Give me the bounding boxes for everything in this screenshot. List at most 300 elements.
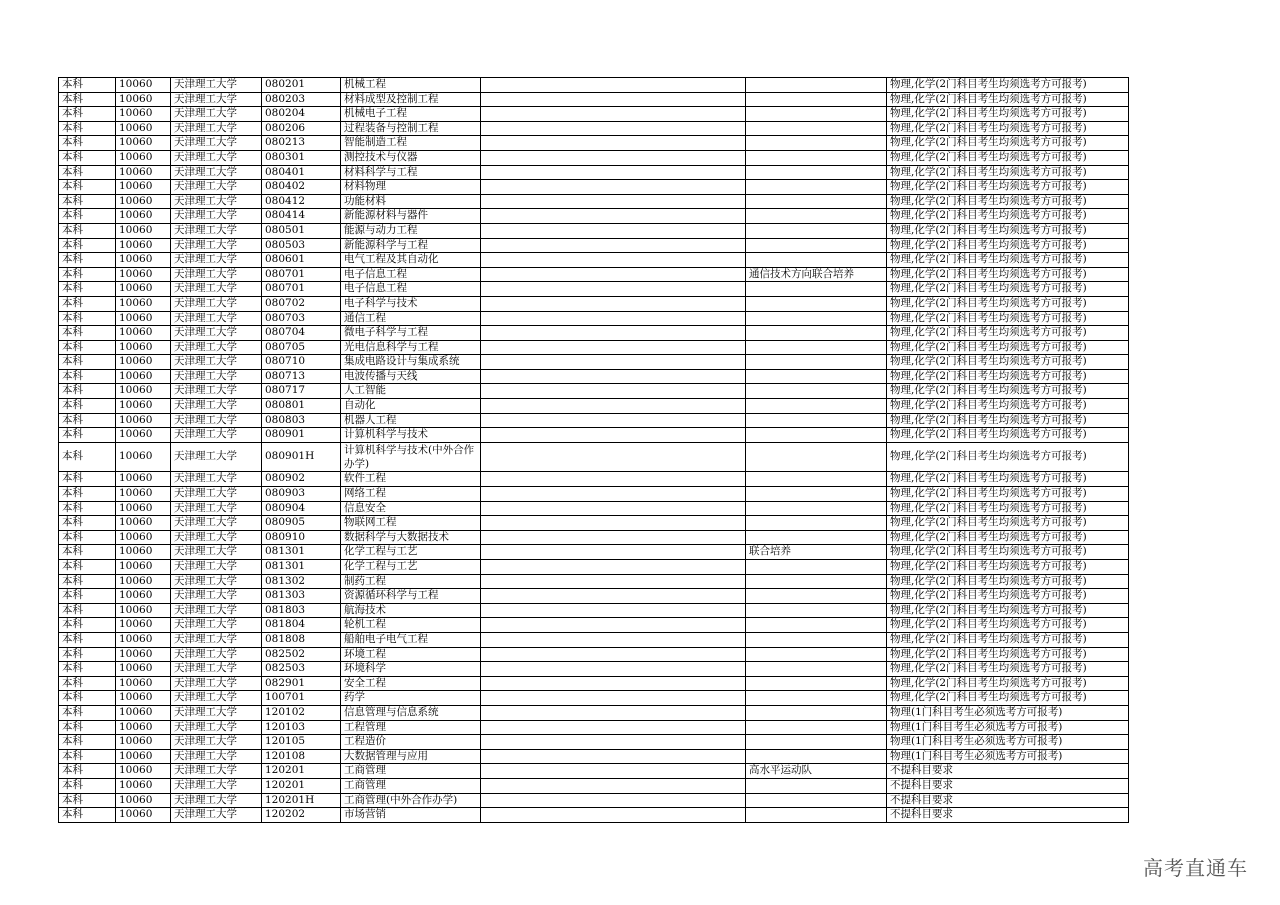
major-name-cell: 光电信息科学与工程: [341, 340, 481, 355]
level-cell: 本科: [59, 603, 116, 618]
level-cell: 本科: [59, 107, 116, 122]
major-code-cell: 080206: [262, 121, 341, 136]
level-cell: 本科: [59, 516, 116, 531]
school-name-cell: 天津理工大学: [171, 282, 262, 297]
major-name-cell: 市场营销: [341, 808, 481, 823]
level-cell: 本科: [59, 326, 116, 341]
major-name-cell: 计算机科学与技术: [341, 428, 481, 443]
blank-cell: [481, 92, 746, 107]
table-row: [59, 632, 1129, 647]
level-cell: 本科: [59, 632, 116, 647]
table-row: [59, 574, 1129, 589]
major-name-cell: 药学: [341, 691, 481, 706]
note-cell: [746, 442, 887, 472]
level-cell: 本科: [59, 121, 116, 136]
blank-cell: [481, 603, 746, 618]
note-cell: [746, 326, 887, 341]
major-name-cell: 人工智能: [341, 384, 481, 399]
requirement-cell: 物理,化学(2门科目考生均须选考方可报考): [887, 647, 1129, 662]
level-cell: 本科: [59, 662, 116, 677]
blank-cell: [481, 472, 746, 487]
level-cell: 本科: [59, 647, 116, 662]
table-row: [59, 808, 1129, 823]
school-code-cell: 10060: [116, 632, 171, 647]
requirement-cell: 物理,化学(2门科目考生均须选考方可报考): [887, 618, 1129, 633]
requirement-cell: 物理,化学(2门科目考生均须选考方可报考): [887, 545, 1129, 560]
table-row: [59, 560, 1129, 575]
note-cell: [746, 340, 887, 355]
school-name-cell: 天津理工大学: [171, 355, 262, 370]
requirement-cell: 物理,化学(2门科目考生均须选考方可报考): [887, 676, 1129, 691]
school-code-cell: 10060: [116, 676, 171, 691]
major-name-cell: 资源循环科学与工程: [341, 589, 481, 604]
blank-cell: [481, 618, 746, 633]
table-row: [59, 793, 1129, 808]
school-name-cell: 天津理工大学: [171, 632, 262, 647]
note-cell: [746, 238, 887, 253]
level-cell: 本科: [59, 428, 116, 443]
major-code-cell: 080803: [262, 413, 341, 428]
major-name-cell: 软件工程: [341, 472, 481, 487]
school-name-cell: 天津理工大学: [171, 720, 262, 735]
table-row: [59, 618, 1129, 633]
blank-cell: [481, 369, 746, 384]
major-code-cell: 082502: [262, 647, 341, 662]
major-code-cell: 080717: [262, 384, 341, 399]
major-code-cell: 080501: [262, 223, 341, 238]
table-row: [59, 369, 1129, 384]
requirement-cell: 物理,化学(2门科目考生均须选考方可报考): [887, 121, 1129, 136]
table-row: [59, 267, 1129, 282]
major-code-cell: 080710: [262, 355, 341, 370]
table-row: [59, 603, 1129, 618]
school-name-cell: 天津理工大学: [171, 589, 262, 604]
table-row: [59, 238, 1129, 253]
school-name-cell: 天津理工大学: [171, 267, 262, 282]
school-code-cell: 10060: [116, 340, 171, 355]
school-code-cell: 10060: [116, 209, 171, 224]
school-name-cell: 天津理工大学: [171, 442, 262, 472]
school-name-cell: 天津理工大学: [171, 560, 262, 575]
note-cell: [746, 472, 887, 487]
school-code-cell: 10060: [116, 267, 171, 282]
requirement-cell: 物理,化学(2门科目考生均须选考方可报考): [887, 107, 1129, 122]
major-code-cell: 080904: [262, 501, 341, 516]
level-cell: 本科: [59, 545, 116, 560]
school-code-cell: 10060: [116, 121, 171, 136]
school-name-cell: 天津理工大学: [171, 384, 262, 399]
major-name-cell: 大数据管理与应用: [341, 749, 481, 764]
major-name-cell: 工商管理: [341, 778, 481, 793]
blank-cell: [481, 209, 746, 224]
school-code-cell: 10060: [116, 530, 171, 545]
school-name-cell: 天津理工大学: [171, 662, 262, 677]
school-name-cell: 天津理工大学: [171, 150, 262, 165]
note-cell: [746, 808, 887, 823]
level-cell: 本科: [59, 764, 116, 779]
level-cell: 本科: [59, 180, 116, 195]
requirement-cell: 物理,化学(2门科目考生均须选考方可报考): [887, 589, 1129, 604]
school-name-cell: 天津理工大学: [171, 180, 262, 195]
school-code-cell: 10060: [116, 735, 171, 750]
blank-cell: [481, 413, 746, 428]
school-code-cell: 10060: [116, 384, 171, 399]
major-code-cell: 080701: [262, 282, 341, 297]
blank-cell: [481, 180, 746, 195]
school-code-cell: 10060: [116, 705, 171, 720]
school-code-cell: 10060: [116, 501, 171, 516]
major-name-cell: 电波传播与天线: [341, 369, 481, 384]
school-code-cell: 10060: [116, 764, 171, 779]
requirement-cell: 物理,化学(2门科目考生均须选考方可报考): [887, 150, 1129, 165]
school-name-cell: 天津理工大学: [171, 487, 262, 502]
level-cell: 本科: [59, 501, 116, 516]
level-cell: 本科: [59, 223, 116, 238]
note-cell: [746, 516, 887, 531]
major-code-cell: 120105: [262, 735, 341, 750]
school-name-cell: 天津理工大学: [171, 253, 262, 268]
level-cell: 本科: [59, 92, 116, 107]
blank-cell: [481, 778, 746, 793]
requirement-cell: 不提科目要求: [887, 808, 1129, 823]
level-cell: 本科: [59, 296, 116, 311]
table-row: [59, 720, 1129, 735]
school-code-cell: 10060: [116, 296, 171, 311]
level-cell: 本科: [59, 691, 116, 706]
major-name-cell: 工程造价: [341, 735, 481, 750]
school-name-cell: 天津理工大学: [171, 326, 262, 341]
requirement-cell: 物理,化学(2门科目考生均须选考方可报考): [887, 223, 1129, 238]
level-cell: 本科: [59, 530, 116, 545]
level-cell: 本科: [59, 253, 116, 268]
major-name-cell: 电子科学与技术: [341, 296, 481, 311]
school-name-cell: 天津理工大学: [171, 647, 262, 662]
blank-cell: [481, 267, 746, 282]
note-cell: [746, 165, 887, 180]
major-code-cell: 081804: [262, 618, 341, 633]
school-code-cell: 10060: [116, 720, 171, 735]
major-name-cell: 材料成型及控制工程: [341, 92, 481, 107]
requirement-cell: 物理(1门科目考生必须选考方可报考): [887, 735, 1129, 750]
blank-cell: [481, 136, 746, 151]
major-code-cell: 080412: [262, 194, 341, 209]
requirement-cell: 物理,化学(2门科目考生均须选考方可报考): [887, 516, 1129, 531]
level-cell: 本科: [59, 778, 116, 793]
table-row: [59, 705, 1129, 720]
school-name-cell: 天津理工大学: [171, 808, 262, 823]
note-cell: [746, 413, 887, 428]
school-name-cell: 天津理工大学: [171, 121, 262, 136]
level-cell: 本科: [59, 487, 116, 502]
note-cell: [746, 793, 887, 808]
blank-cell: [481, 311, 746, 326]
blank-cell: [481, 238, 746, 253]
level-cell: 本科: [59, 267, 116, 282]
school-name-cell: 天津理工大学: [171, 107, 262, 122]
school-code-cell: 10060: [116, 618, 171, 633]
school-name-cell: 天津理工大学: [171, 194, 262, 209]
blank-cell: [481, 749, 746, 764]
major-name-cell: 化学工程与工艺: [341, 545, 481, 560]
school-name-cell: 天津理工大学: [171, 545, 262, 560]
table-row: [59, 472, 1129, 487]
level-cell: 本科: [59, 560, 116, 575]
blank-cell: [481, 574, 746, 589]
school-name-cell: 天津理工大学: [171, 676, 262, 691]
major-code-cell: 080905: [262, 516, 341, 531]
requirement-cell: 不提科目要求: [887, 764, 1129, 779]
table-row: [59, 194, 1129, 209]
requirement-cell: 物理,化学(2门科目考生均须选考方可报考): [887, 662, 1129, 677]
blank-cell: [481, 793, 746, 808]
blank-cell: [481, 355, 746, 370]
table-row: [59, 501, 1129, 516]
school-name-cell: 天津理工大学: [171, 691, 262, 706]
school-name-cell: 天津理工大学: [171, 311, 262, 326]
level-cell: 本科: [59, 472, 116, 487]
major-code-cell: 120202: [262, 808, 341, 823]
school-name-cell: 天津理工大学: [171, 165, 262, 180]
note-cell: 高水平运动队: [746, 764, 887, 779]
note-cell: [746, 369, 887, 384]
school-code-cell: 10060: [116, 180, 171, 195]
school-name-cell: 天津理工大学: [171, 778, 262, 793]
level-cell: 本科: [59, 78, 116, 93]
note-cell: [746, 194, 887, 209]
blank-cell: [481, 282, 746, 297]
level-cell: 本科: [59, 735, 116, 750]
blank-cell: [481, 384, 746, 399]
major-code-cell: 080201: [262, 78, 341, 93]
note-cell: [746, 778, 887, 793]
requirement-cell: 物理,化学(2门科目考生均须选考方可报考): [887, 238, 1129, 253]
school-name-cell: 天津理工大学: [171, 413, 262, 428]
requirement-cell: 物理,化学(2门科目考生均须选考方可报考): [887, 632, 1129, 647]
major-code-cell: 081301: [262, 545, 341, 560]
school-code-cell: 10060: [116, 107, 171, 122]
note-cell: [746, 399, 887, 414]
school-name-cell: 天津理工大学: [171, 530, 262, 545]
school-name-cell: 天津理工大学: [171, 472, 262, 487]
major-name-cell: 能源与动力工程: [341, 223, 481, 238]
blank-cell: [481, 78, 746, 93]
major-code-cell: 100701: [262, 691, 341, 706]
school-code-cell: 10060: [116, 778, 171, 793]
major-name-cell: 机器人工程: [341, 413, 481, 428]
school-name-cell: 天津理工大学: [171, 574, 262, 589]
school-code-cell: 10060: [116, 603, 171, 618]
blank-cell: [481, 632, 746, 647]
requirement-cell: 物理,化学(2门科目考生均须选考方可报考): [887, 472, 1129, 487]
note-cell: [746, 618, 887, 633]
level-cell: 本科: [59, 589, 116, 604]
school-code-cell: 10060: [116, 223, 171, 238]
major-code-cell: 081303: [262, 589, 341, 604]
table-row: [59, 735, 1129, 750]
note-cell: [746, 487, 887, 502]
major-name-cell: 工商管理(中外合作办学): [341, 793, 481, 808]
major-name-cell: 信息安全: [341, 501, 481, 516]
note-cell: [746, 311, 887, 326]
major-code-cell: 080704: [262, 326, 341, 341]
major-name-cell: 自动化: [341, 399, 481, 414]
note-cell: [746, 78, 887, 93]
school-code-cell: 10060: [116, 326, 171, 341]
requirement-cell: 物理,化学(2门科目考生均须选考方可报考): [887, 530, 1129, 545]
major-code-cell: 120201H: [262, 793, 341, 808]
school-code-cell: 10060: [116, 413, 171, 428]
major-code-cell: 080601: [262, 253, 341, 268]
major-name-cell: 机械工程: [341, 78, 481, 93]
school-code-cell: 10060: [116, 808, 171, 823]
blank-cell: [481, 545, 746, 560]
table-row: [59, 487, 1129, 502]
major-name-cell: 微电子科学与工程: [341, 326, 481, 341]
blank-cell: [481, 808, 746, 823]
major-code-cell: 080703: [262, 311, 341, 326]
school-name-cell: 天津理工大学: [171, 223, 262, 238]
major-name-cell: 材料物理: [341, 180, 481, 195]
level-cell: 本科: [59, 574, 116, 589]
major-code-cell: 080402: [262, 180, 341, 195]
note-cell: 联合培养: [746, 545, 887, 560]
table-row: [59, 121, 1129, 136]
table-row: [59, 78, 1129, 93]
requirement-cell: 物理,化学(2门科目考生均须选考方可报考): [887, 78, 1129, 93]
blank-cell: [481, 560, 746, 575]
blank-cell: [481, 501, 746, 516]
school-code-cell: 10060: [116, 238, 171, 253]
note-cell: [746, 121, 887, 136]
requirement-cell: 物理,化学(2门科目考生均须选考方可报考): [887, 194, 1129, 209]
school-name-cell: 天津理工大学: [171, 399, 262, 414]
table-row: [59, 326, 1129, 341]
major-code-cell: 080901: [262, 428, 341, 443]
school-code-cell: 10060: [116, 165, 171, 180]
school-name-cell: 天津理工大学: [171, 92, 262, 107]
school-name-cell: 天津理工大学: [171, 705, 262, 720]
table-row: [59, 340, 1129, 355]
note-cell: [746, 749, 887, 764]
table-row: [59, 384, 1129, 399]
blank-cell: [481, 662, 746, 677]
requirement-cell: 物理,化学(2门科目考生均须选考方可报考): [887, 369, 1129, 384]
note-cell: [746, 676, 887, 691]
note-cell: [746, 501, 887, 516]
level-cell: 本科: [59, 413, 116, 428]
note-cell: [746, 355, 887, 370]
note-cell: [746, 720, 887, 735]
level-cell: 本科: [59, 369, 116, 384]
major-code-cell: 120201: [262, 764, 341, 779]
requirement-cell: 物理,化学(2门科目考生均须选考方可报考): [887, 487, 1129, 502]
major-name-cell: 电子信息工程: [341, 267, 481, 282]
school-name-cell: 天津理工大学: [171, 618, 262, 633]
level-cell: 本科: [59, 311, 116, 326]
major-code-cell: 080503: [262, 238, 341, 253]
note-cell: [746, 253, 887, 268]
table-row: [59, 165, 1129, 180]
school-code-cell: 10060: [116, 428, 171, 443]
school-name-cell: 天津理工大学: [171, 749, 262, 764]
school-name-cell: 天津理工大学: [171, 603, 262, 618]
level-cell: 本科: [59, 399, 116, 414]
major-code-cell: 081302: [262, 574, 341, 589]
requirement-cell: 物理,化学(2门科目考生均须选考方可报考): [887, 165, 1129, 180]
school-code-cell: 10060: [116, 78, 171, 93]
table-body: [59, 78, 1129, 823]
note-cell: [746, 589, 887, 604]
requirement-cell: 物理,化学(2门科目考生均须选考方可报考): [887, 209, 1129, 224]
table-row: [59, 764, 1129, 779]
school-code-cell: 10060: [116, 136, 171, 151]
major-name-cell: 网络工程: [341, 487, 481, 502]
note-cell: [746, 662, 887, 677]
blank-cell: [481, 487, 746, 502]
blank-cell: [481, 399, 746, 414]
requirement-cell: 物理(1门科目考生必须选考方可报考): [887, 720, 1129, 735]
school-code-cell: 10060: [116, 793, 171, 808]
blank-cell: [481, 165, 746, 180]
school-code-cell: 10060: [116, 369, 171, 384]
requirement-cell: 不提科目要求: [887, 793, 1129, 808]
school-code-cell: 10060: [116, 253, 171, 268]
requirement-cell: 物理,化学(2门科目考生均须选考方可报考): [887, 136, 1129, 151]
major-name-cell: 船舶电子电气工程: [341, 632, 481, 647]
level-cell: 本科: [59, 442, 116, 472]
blank-cell: [481, 194, 746, 209]
requirement-cell: 不提科目要求: [887, 778, 1129, 793]
table-row: [59, 296, 1129, 311]
requirement-cell: 物理,化学(2门科目考生均须选考方可报考): [887, 253, 1129, 268]
school-name-cell: 天津理工大学: [171, 793, 262, 808]
blank-cell: [481, 735, 746, 750]
school-name-cell: 天津理工大学: [171, 428, 262, 443]
requirement-cell: 物理,化学(2门科目考生均须选考方可报考): [887, 560, 1129, 575]
blank-cell: [481, 720, 746, 735]
major-code-cell: 080705: [262, 340, 341, 355]
school-code-cell: 10060: [116, 545, 171, 560]
school-name-cell: 天津理工大学: [171, 735, 262, 750]
major-code-cell: 080213: [262, 136, 341, 151]
requirement-cell: 物理,化学(2门科目考生均须选考方可报考): [887, 311, 1129, 326]
table-row: [59, 399, 1129, 414]
major-name-cell: 计算机科学与技术(中外合作办学): [341, 442, 481, 472]
table-row: [59, 223, 1129, 238]
table-row: [59, 428, 1129, 443]
school-code-cell: 10060: [116, 662, 171, 677]
level-cell: 本科: [59, 282, 116, 297]
level-cell: 本科: [59, 340, 116, 355]
major-name-cell: 新能源科学与工程: [341, 238, 481, 253]
level-cell: 本科: [59, 238, 116, 253]
major-code-cell: 120103: [262, 720, 341, 735]
table-row: [59, 691, 1129, 706]
major-name-cell: 化学工程与工艺: [341, 560, 481, 575]
table-row: [59, 180, 1129, 195]
major-code-cell: 080301: [262, 150, 341, 165]
major-code-cell: 080903: [262, 487, 341, 502]
major-name-cell: 航海技术: [341, 603, 481, 618]
requirement-cell: 物理,化学(2门科目考生均须选考方可报考): [887, 340, 1129, 355]
requirement-cell: 物理,化学(2门科目考生均须选考方可报考): [887, 326, 1129, 341]
admission-table: [58, 77, 1129, 823]
major-name-cell: 安全工程: [341, 676, 481, 691]
major-code-cell: 080204: [262, 107, 341, 122]
major-name-cell: 电子信息工程: [341, 282, 481, 297]
requirement-cell: 物理,化学(2门科目考生均须选考方可报考): [887, 574, 1129, 589]
level-cell: 本科: [59, 618, 116, 633]
